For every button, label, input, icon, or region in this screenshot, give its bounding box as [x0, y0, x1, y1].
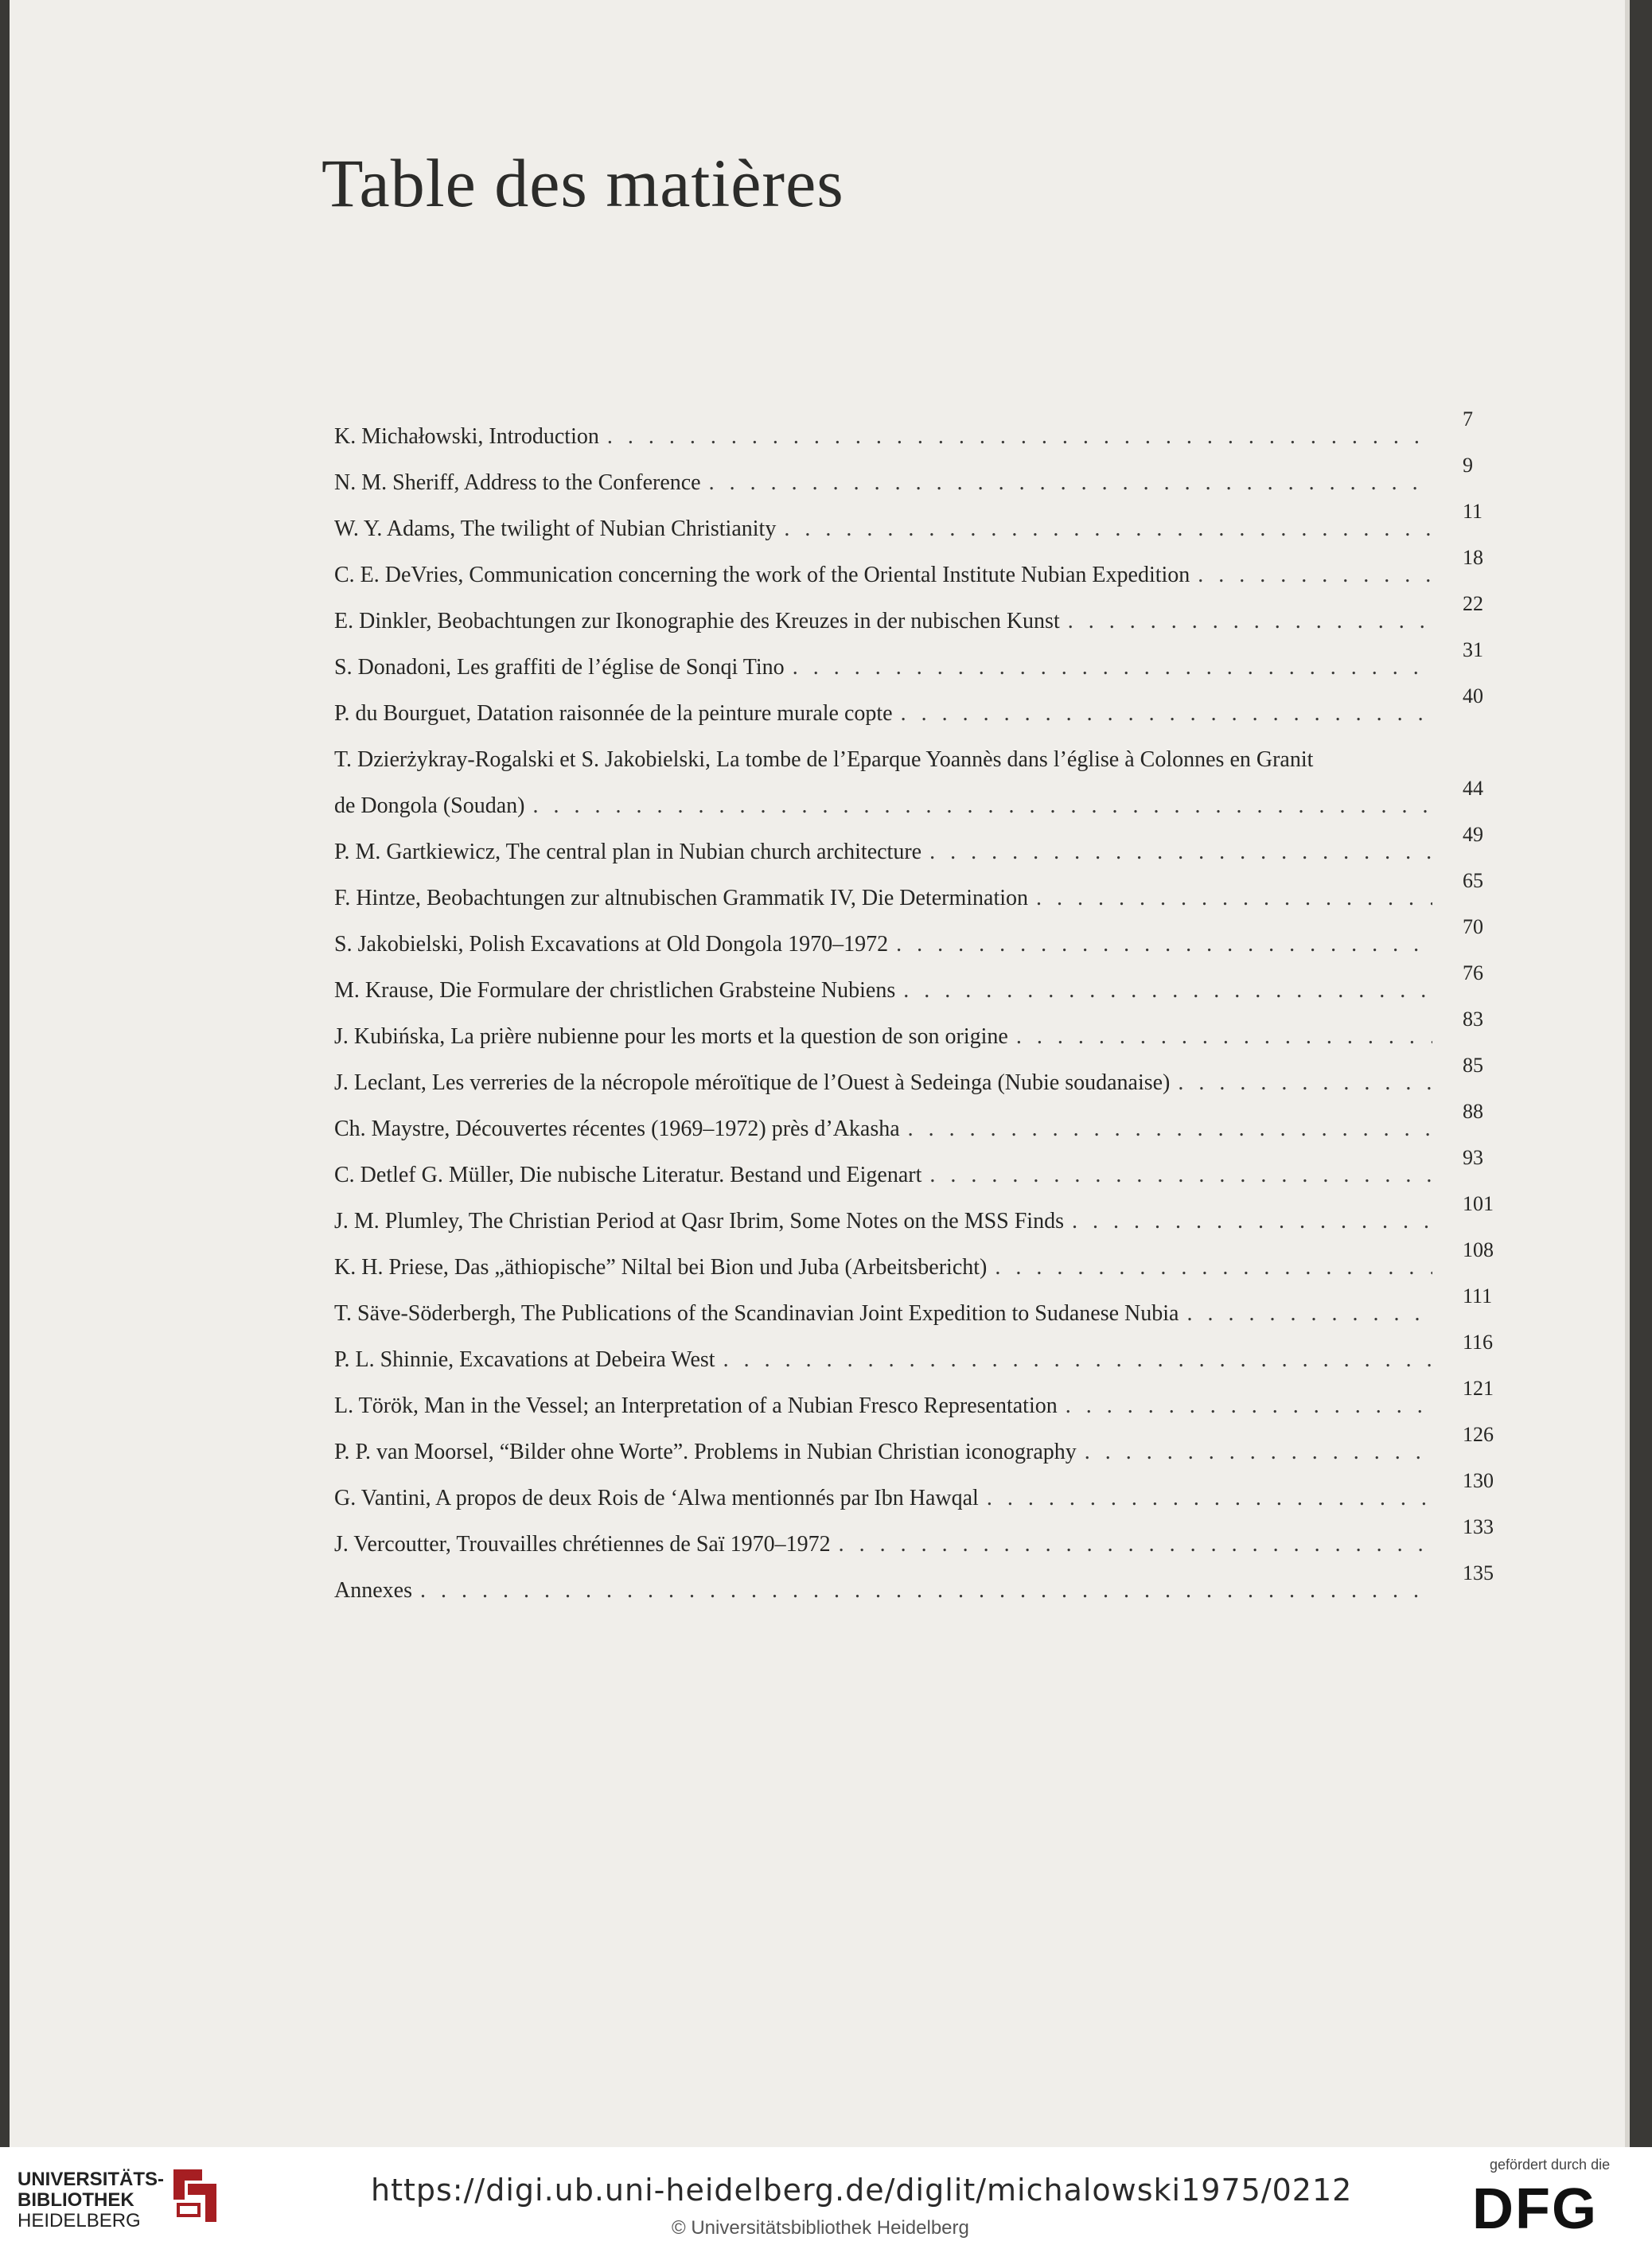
toc-entry[interactable] [334, 1192, 1512, 1245]
toc-page-number: 101 [1463, 1192, 1494, 1215]
dot-leader [987, 1475, 1432, 1522]
dot-leader [1198, 552, 1432, 598]
toc-entry-line [334, 777, 1483, 829]
toc-page-number: 111 [1463, 1284, 1493, 1308]
toc-page-number: 76 [1463, 961, 1483, 984]
dot-leader [1068, 598, 1432, 645]
toc-entry[interactable] [334, 454, 1512, 506]
toc-entry-line [334, 1469, 1494, 1522]
toc-entry[interactable] [334, 638, 1512, 691]
toc-entry[interactable] [334, 961, 1512, 1014]
toc-entry[interactable] [334, 1469, 1512, 1522]
toc-page-number: 133 [1463, 1515, 1494, 1538]
toc-entry[interactable] [334, 1238, 1512, 1291]
toc-entry-text: Annexes [334, 1578, 412, 1603]
toc-entry[interactable] [334, 1331, 1512, 1383]
toc-entry-text: N. M. Sheriff, Address to the Conference [334, 470, 701, 495]
toc-entry-line [334, 1238, 1494, 1291]
toc-entry-line [334, 592, 1483, 645]
dot-leader [723, 1337, 1432, 1383]
copyright-notice: © Universitätsbibliothek Heidelberg [672, 2217, 969, 2239]
toc-entry-line [334, 1515, 1494, 1568]
toc-entry-text: K. H. Priese, Das „äthiopische” Niltal bei Bion und Juba (Arbeitsbericht) [334, 1255, 988, 1280]
toc-entry-text: E. Dinkler, Beobachtungen zur Ikonographie des Kreuzes in der nubischen Kunst [334, 609, 1060, 633]
toc-page-number: 22 [1463, 592, 1483, 615]
toc-entry-line [334, 454, 1473, 506]
toc-entry-text: M. Krause, Die Formulare der christlichen Grabsteine Nubiens [334, 978, 896, 1003]
dot-leader [793, 645, 1432, 691]
dot-leader [1036, 875, 1432, 922]
toc-entry-text: S. Donadoni, Les graffiti de l’église de Sonqi Tino [334, 655, 785, 680]
toc-entry-text: F. Hintze, Beobachtungen zur altnubischen Grammatik IV, Die Determination [334, 886, 1029, 910]
toc-page-number: 121 [1463, 1377, 1494, 1400]
dot-leader [1066, 1383, 1432, 1429]
dot-leader [420, 1568, 1432, 1614]
toc-page-number: 44 [1463, 777, 1483, 800]
toc-entry-line [334, 684, 1483, 737]
dot-leader [784, 506, 1432, 552]
toc-page-number: 116 [1463, 1331, 1494, 1354]
toc-entry[interactable] [334, 869, 1512, 922]
toc-entry-line [334, 1561, 1494, 1614]
toc-entry-line [334, 737, 1432, 783]
toc-entry-text: T. Dzierżykray-Rogalski et S. Jakobielski, La tombe de l’Eparque Yoannès dans l’église à Colonnes en Granit [334, 747, 1314, 772]
toc-entry-text: P. L. Shinnie, Excavations at Debeira West [334, 1347, 715, 1372]
toc-entry[interactable] [334, 915, 1512, 968]
table-of-contents [334, 407, 1512, 1614]
toc-entry-text: P. P. van Moorsel, “Bilder ohne Worte”. Problems in Nubian Christian iconography [334, 1440, 1077, 1464]
toc-entry-text: C. E. DeVries, Communication concerning the work of the Oriental Institute Nubian Expedition [334, 563, 1190, 587]
dot-leader [1016, 1014, 1432, 1060]
toc-entry-line [334, 1377, 1494, 1429]
library-name-line3: HEIDELBERG [18, 2210, 141, 2231]
toc-entry-line [334, 1423, 1494, 1475]
toc-entry-text: J. M. Plumley, The Christian Period at Qasr Ibrim, Some Notes on the MSS Finds [334, 1209, 1064, 1234]
toc-entry-line [334, 915, 1483, 968]
document-page [10, 0, 1628, 2147]
toc-entry[interactable] [334, 823, 1512, 875]
library-name-line1: UNIVERSITÄTS- [18, 2169, 165, 2190]
toc-entry-line [334, 546, 1483, 598]
toc-entry[interactable] [334, 1377, 1512, 1429]
toc-entry-line [334, 1100, 1483, 1152]
dot-leader [1178, 1060, 1432, 1106]
toc-entry-text: L. Török, Man in the Vessel; an Interpretation of a Nubian Fresco Representation [334, 1393, 1058, 1418]
dot-leader [903, 968, 1432, 1014]
toc-page-number: 93 [1463, 1146, 1483, 1169]
toc-page-number: 9 [1463, 454, 1473, 477]
toc-entry[interactable] [334, 1146, 1512, 1199]
toc-page-number: 31 [1463, 638, 1483, 661]
toc-entry-line [334, 1054, 1483, 1106]
toc-entry-text: S. Jakobielski, Polish Excavations at Old Dongola 1970–1972 [334, 932, 889, 957]
dot-leader [709, 460, 1432, 506]
toc-entry-text: T. Säve-Söderbergh, The Publications of the Scandinavian Joint Expedition to Sudanese Nubia [334, 1301, 1179, 1326]
toc-entry-text: P. du Bourguet, Datation raisonnée de la peinture murale copte [334, 701, 893, 726]
toc-page-number: 11 [1463, 500, 1483, 523]
toc-entry[interactable] [334, 1100, 1512, 1152]
dot-leader [995, 1245, 1432, 1291]
toc-page-number: 88 [1463, 1100, 1483, 1123]
toc-entry[interactable] [334, 1515, 1512, 1568]
toc-page-number: 40 [1463, 684, 1483, 707]
toc-page-number: 126 [1463, 1423, 1494, 1446]
dot-leader [908, 1106, 1432, 1152]
toc-entry-text: P. M. Gartkiewicz, The central plan in Nubian church architecture [334, 840, 922, 864]
dot-leader [1085, 1429, 1432, 1475]
toc-page-number: 7 [1463, 407, 1473, 431]
toc-entry[interactable] [334, 1284, 1512, 1337]
library-emblem-icon [167, 2165, 223, 2227]
toc-page-number: 135 [1463, 1561, 1494, 1584]
funding-note: gefördert durch die [1490, 2157, 1611, 2173]
toc-entry-text: C. Detlef G. Müller, Die nubische Literatur. Bestand und Eigenart [334, 1163, 922, 1187]
toc-page-number: 83 [1463, 1008, 1483, 1031]
dot-leader [1072, 1199, 1432, 1245]
page-title: Table des matières [321, 145, 844, 221]
dot-leader [929, 829, 1432, 875]
toc-entry-text: J. Leclant, Les verreries de la nécropole méroïtique de l’Ouest à Sedeinga (Nubie soudanaise) [334, 1070, 1171, 1095]
permalink-url[interactable]: https://digi.ub.uni-heidelberg.de/diglit/michalowski1975/0212 [371, 2173, 1353, 2208]
toc-entry[interactable] [334, 684, 1512, 737]
toc-entry-line [334, 638, 1483, 691]
toc-entry[interactable] [334, 1561, 1512, 1614]
toc-entry-line [334, 869, 1483, 922]
toc-entry[interactable] [334, 500, 1512, 552]
toc-entry-text: Ch. Maystre, Découvertes récentes (1969–1972) près d’Akasha [334, 1117, 900, 1141]
dot-leader [1186, 1291, 1432, 1337]
toc-entry[interactable] [334, 1054, 1512, 1106]
toc-page-number: 70 [1463, 915, 1483, 938]
dot-leader [533, 783, 1432, 829]
dot-leader [901, 691, 1432, 737]
toc-entry-line [334, 1008, 1483, 1060]
dot-leader [839, 1522, 1432, 1568]
toc-entry-text: G. Vantini, A propos de deux Rois de ‘Alwa mentionnés par Ibn Hawqal [334, 1486, 979, 1510]
toc-page-number: 85 [1463, 1054, 1483, 1077]
toc-entry-text: J. Vercoutter, Trouvailles chrétiennes de Saï 1970–1972 [334, 1532, 831, 1557]
toc-entry-line [334, 1146, 1483, 1199]
toc-page-number: 49 [1463, 823, 1483, 846]
toc-page-number: 130 [1463, 1469, 1494, 1492]
toc-entry[interactable] [334, 1423, 1512, 1475]
dot-leader [607, 414, 1432, 460]
dot-leader [896, 922, 1432, 968]
toc-entry-line [334, 500, 1483, 552]
toc-entry[interactable] [334, 592, 1512, 645]
page-edge [1625, 0, 1630, 2147]
dfg-logo[interactable]: DFG [1472, 2177, 1598, 2241]
toc-entry[interactable] [334, 737, 1512, 829]
library-name-line2: BIBLIOTHEK [18, 2189, 134, 2211]
library-logo[interactable] [18, 2169, 164, 2231]
toc-entry-line [334, 823, 1483, 875]
toc-entry-text: de Dongola (Soudan) [334, 793, 525, 818]
toc-entry-text: K. Michałowski, Introduction [334, 424, 599, 449]
toc-entry-text: W. Y. Adams, The twilight of Nubian Christianity [334, 516, 777, 541]
toc-entry-line [334, 1284, 1493, 1337]
toc-entry-line [334, 1331, 1494, 1383]
toc-entry[interactable] [334, 1008, 1512, 1060]
toc-page-number: 65 [1463, 869, 1483, 892]
toc-entry[interactable] [334, 407, 1512, 460]
dot-leader [929, 1152, 1432, 1199]
toc-page-number: 18 [1463, 546, 1483, 569]
toc-entry-text: J. Kubińska, La prière nubienne pour les morts et la question de son origine [334, 1024, 1008, 1049]
toc-entry-line [334, 1192, 1494, 1245]
toc-entry-line [334, 961, 1483, 1014]
toc-entry-line [334, 407, 1473, 460]
footer-bar [0, 2147, 1652, 2245]
toc-entry[interactable] [334, 546, 1512, 598]
toc-page-number: 108 [1463, 1238, 1494, 1261]
